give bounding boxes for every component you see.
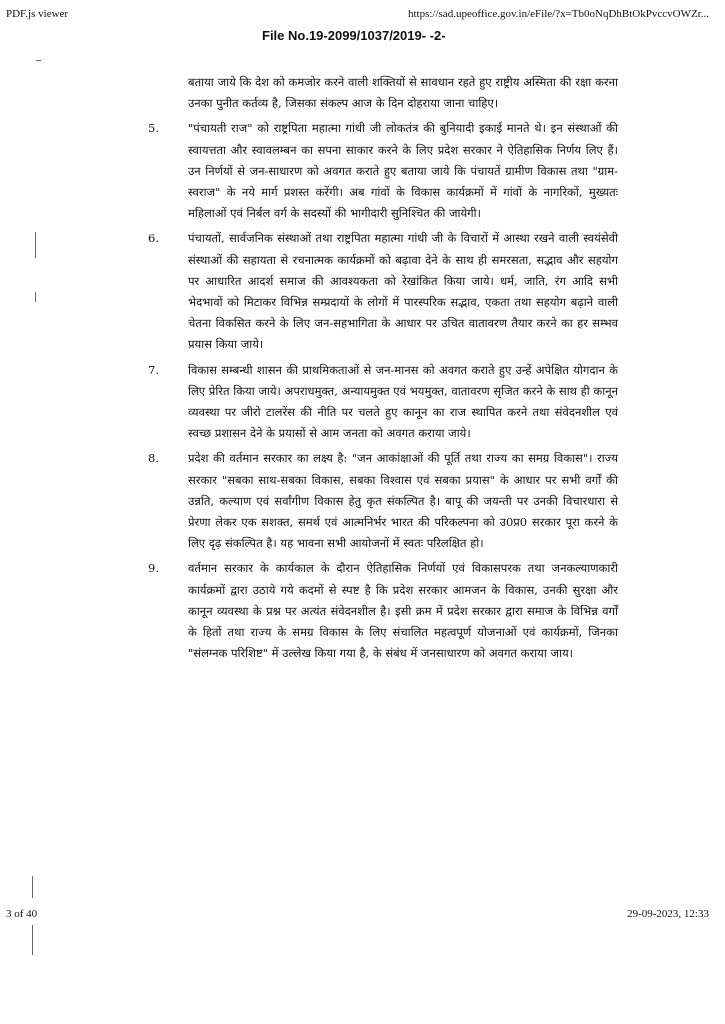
paragraph-text: पंचायतों, सार्वजनिक संस्थाओं तथा राष्ट्रपिता महात्मा गांधी जी के विचारों में आस्था रखने वाली स्वयंसेवी संस्थाओं की सहायता से रचनात्मक कार्यक्रमों को बढ़ावा देने के साथ ही समरसता, सद्भाव और सहयोग पर आधारित आदर्श समाज की आवश्यकता को रेखांकित किया जाये। धर्म, जाति, रंग आदि सभी भेदभावों को मिटाकर विभिन्न सम्प्रदायों के लोगों में पारस्परिक सद्भाव, एकता तथा सहयोग बढ़ाने वाली चेतना विकसित करने के लिए जन-सहभागिता के आधार पर उचित वातावरण तैयार करने का हर सम्भव प्रयास किया जाये।: [188, 231, 618, 352]
page-counter: 3 of 40: [6, 908, 38, 920]
paragraph-number: 9.: [148, 561, 159, 576]
paragraph-continued: [148, 72, 618, 114]
file-number-heading: File No.19-2099/1037/2019- -2-: [262, 28, 446, 43]
paragraph-number: 7.: [148, 362, 159, 377]
paragraph-number: 6.: [148, 231, 159, 246]
viewer-title: PDF.js viewer: [6, 8, 69, 20]
paragraph-number: 8.: [148, 451, 159, 466]
paragraph-number: 5.: [148, 121, 159, 136]
document-body: [148, 72, 618, 664]
paragraph-text: विकास सम्बन्धी शासन की प्राथमिकताओं से जन-मानस को अवगत कराते हुए उन्हें अपेक्षित योगदान के लिए प्रेरित किया जाये। अपराधमुक्त, अन्यायमुक्त एवं भयमुक्त, वातावरण सृजित करने के साथ ही कानून व्यवस्था पर जीरो टालरेंस की नीति पर चलते हुए कानून का राज स्थापित करने तथा संवेदनशील एवं स्वच्छ प्रशासन देने के प्रयासों से आम जनता को अवगत कराया जाये।: [188, 362, 618, 441]
print-timestamp: 29-09-2023, 12:33: [627, 908, 709, 920]
paragraph-6: [148, 228, 618, 355]
paragraph-8: [148, 448, 618, 554]
paragraph-text: प्रदेश की वर्तमान सरकार का लक्ष्य है: "जन आकांक्षाओं की पूर्ति तथा राज्य का समग्र विकास"। राज्य सरकार "सबका साथ-सबका विकास, सबका विश्वास एवं सबका प्रयास" के आधार पर सभी वर्गों की उन्नति, कल्याण एवं सर्वांगीण विकास हेतु कृत संकल्पित है। बापू की जयन्ती पर उनकी विचारधारा से प्रेरणा लेकर एक सशक्त, समर्थ एवं आत्मनिर्भर भारत की परिकल्पना को उ0प्र0 सरकार पूरा करने के लिए दृढ़ संकल्पित है। यह भावना सभी आयोजनों में स्वतः परिलक्षित हो।: [188, 451, 618, 551]
paragraph-text: बताया जाये कि देश को कमजोर करने वाली शक्तियों से सावधान रहते हुए राष्ट्रीय अस्मिता की रक्षा करना उनका पुनीत कर्तव्य है, जिसका संकल्प आज के दिन दोहराया जाना चाहिए।: [188, 75, 618, 111]
scan-mark: [35, 232, 36, 258]
paragraph-9: [148, 558, 618, 664]
scan-mark: [36, 60, 41, 61]
scan-mark: [32, 925, 33, 955]
paragraph-7: [148, 360, 618, 445]
paragraph-text: "पंचायती राज" को राष्ट्रपिता महात्मा गांधी जी लोकतंत्र की बुनियादी इकाई मानते थे। इन संस्थाओं की स्वायत्तता और स्वावलम्बन का सपना साकार करने के लिए प्रदेश सरकार ने ऐतिहासिक निर्णय लिए हैं। उन निर्णयों से जन-साधारण को अवगत कराते हुए बताया जाये कि पंचायतें ग्रामीण विकास तथा "ग्राम-स्वराज" के नये मार्ग प्रशस्त करेंगी। अब गांवों के विकास कार्यक्रमों में गांवों के नागरिकों, मुख्यतः महिलाओं एवं निर्बल वर्ग के सदस्यों की भागीदारी सुनिश्चित की जायेगी।: [188, 121, 618, 221]
scan-mark: [35, 292, 36, 302]
paragraph-5: [148, 118, 618, 224]
scan-mark: [32, 876, 33, 898]
page-url: https://sad.upeoffice.gov.in/eFile/?x=Tb0oNqDhBtOkPvccvOWZr...: [407, 8, 709, 20]
paragraph-text: वर्तमान सरकार के कार्यकाल के दौरान ऐतिहासिक निर्णयों एवं विकासपरक तथा जनकल्याणकारी कार्यक्रमों द्वारा उठाये गये कदमों से स्पष्ट है कि प्रदेश सरकार आमजन के विकास, उनकी सुरक्षा और कानून व्यवस्था के प्रश्न पर अत्यंत संवेदनशील है। इसी क्रम में प्रदेश सरकार द्वारा समाज के विभिन्न वर्गों के हितों तथा राज्य के समग्र विकास के लिए संचालित महत्वपूर्ण योजनाओं एवं कार्यक्रमों, जिनका "संलग्नक परिशिष्ट" में उल्लेख किया गया है, के संबंध में जनसाधारण को अवगत कराया जाय।: [188, 561, 618, 661]
